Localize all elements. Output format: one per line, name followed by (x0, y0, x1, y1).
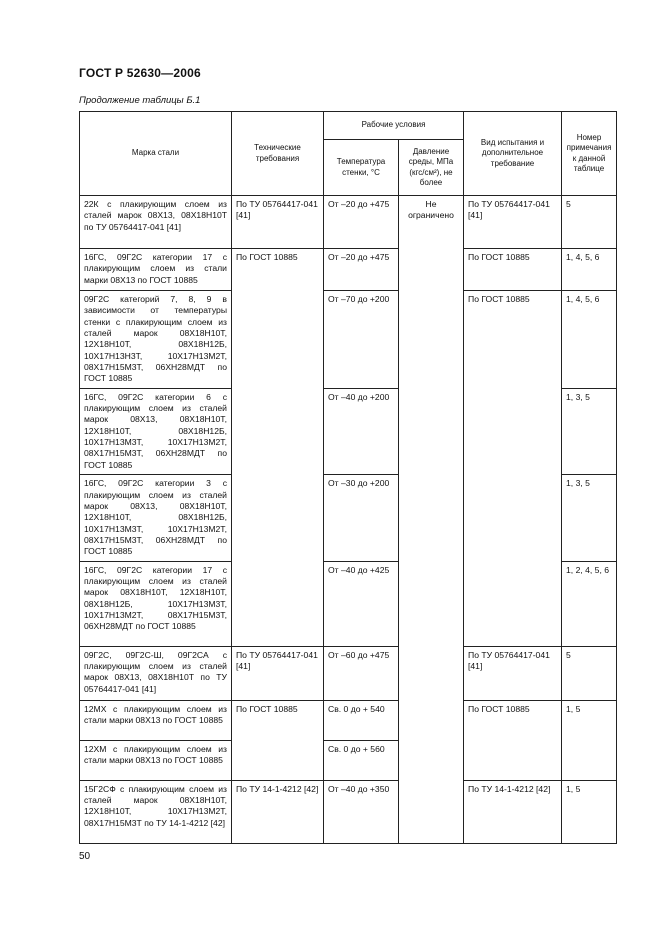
page-number: 50 (79, 851, 91, 862)
temp-cell: Св. 0 до + 540 (324, 700, 399, 740)
tech-cell: По ГОСТ 10885 (232, 700, 324, 780)
grade-cell: 09Г2С категорий 7, 8, 9 в зависимости от температуры стенки с плакирующим слоем из сталей марок 08Х18Н10Т, 12Х18Н10Т, 08Х18Н12Б, 10Х17Н13Н3Т, 10Х17Н13М2Т, 08Х17Н15М3Т, 06ХН28МДТ по ГОСТ 10885 (80, 291, 232, 389)
grade-cell: 15Г2СФ с плакирующим слоем из сталей марок 08Х18Н10Т, 12Х18Н10Т, 10Х17Н13М2Т, 08Х17Н15М3Т по ТУ 14-1-4212 [42] (80, 780, 232, 843)
header-temperature: Температура стенки, °С (324, 140, 399, 196)
notes-cell: 1, 5 (562, 780, 617, 843)
notes-cell: 1, 3, 5 (562, 475, 617, 561)
grade-cell: 16ГС, 09Г2С категории 17 с плакирующим слоем из сталей марок 08Х18Н10Т, 12Х18Н10Т, 08Х18Н12Б, 10Х17Н13М3Т, 10Х17Н13М2Т, 08Х17Н15М3Т, 06ХН28МДТ по ГОСТ 10885 (80, 561, 232, 646)
steel-table (79, 111, 617, 844)
pressure-cell: Не ограничено (399, 196, 464, 844)
header-note-numbers: Номер примечания к данной таблице (562, 112, 617, 196)
grade-cell: 09Г2С, 09Г2С-Ш, 09Г2СА с плакирующим слоем из сталей марок 08Х13, 08Х18Н10Т по ТУ 05764417-041 [41] (80, 646, 232, 700)
table-caption: Продолжение таблицы Б.1 (79, 95, 201, 106)
header-tech-requirements: Технические требования (232, 112, 324, 196)
tech-cell: По ТУ 05764417-041 [41] (232, 196, 324, 249)
test-cell: По ТУ 05764417-041 [41] (464, 196, 562, 249)
temp-cell: От –20 до +475 (324, 249, 399, 291)
test-cell: По ГОСТ 10885 (464, 291, 562, 647)
table-row (80, 780, 617, 843)
grade-cell: 16ГС, 09Г2С категории 3 с плакирующим слоем из сталей марок 08Х13, 08Х18Н10Т, 12Х18Н10Т, 08Х18Н12Б, 10Х17Н13М3Т, 10Х17Н13М2Т, 08Х17Н15М3Т, 06ХН28МДТ по ГОСТ 10885 (80, 475, 232, 561)
grade-cell: 12МХ с плакирующим слоем из стали марки 08Х13 по ГОСТ 10885 (80, 700, 232, 740)
temp-cell: От –30 до +200 (324, 475, 399, 561)
test-cell: По ТУ 05764417-041 [41] (464, 646, 562, 700)
test-cell: По ГОСТ 10885 (464, 700, 562, 780)
notes-cell: 1, 3, 5 (562, 388, 617, 474)
header-working-conditions: Рабочие условия (324, 112, 464, 140)
table-row (80, 249, 617, 291)
table-row (80, 291, 617, 389)
notes-cell: 1, 4, 5, 6 (562, 291, 617, 389)
table-row (80, 196, 617, 249)
test-cell: По ГОСТ 10885 (464, 249, 562, 291)
temp-cell: От –60 до +475 (324, 646, 399, 700)
notes-cell: 1, 5 (562, 700, 617, 780)
header-test-type: Вид испытания и дополнительное требование (464, 112, 562, 196)
temp-cell: От –20 до +475 (324, 196, 399, 249)
temp-cell: От –40 до +425 (324, 561, 399, 646)
document-header: ГОСТ Р 52630—2006 (79, 66, 201, 80)
temp-cell: От –40 до +200 (324, 388, 399, 474)
notes-cell: 1, 4, 5, 6 (562, 249, 617, 291)
test-cell: По ТУ 14-1-4212 [42] (464, 780, 562, 843)
grade-cell: 16ГС, 09Г2С категории 6 с плакирующим слоем из сталей марок 08Х13, 08Х18Н10Т, 12Х18Н10Т, 08Х18Н12Б, 10Х17Н13М3Т, 10Х17Н13М2Т, 08Х17Н15М3Т, 06ХН28МДТ по ГОСТ 10885 (80, 388, 232, 474)
grade-cell: 12ХМ с плакирующим слоем из стали марки 08Х13 по ГОСТ 10885 (80, 740, 232, 780)
tech-cell: По ГОСТ 10885 (232, 249, 324, 647)
tech-cell: По ТУ 14-1-4212 [42] (232, 780, 324, 843)
temp-cell: От –40 до +350 (324, 780, 399, 843)
temp-cell: Св. 0 до + 560 (324, 740, 399, 780)
notes-cell: 1, 2, 4, 5, 6 (562, 561, 617, 646)
header-pressure: Давление среды, МПа (кгс/см²), не более (399, 140, 464, 196)
table-row (80, 646, 617, 700)
grade-cell: 22К с плакирующим слоем из сталей марок 08Х13, 08Х18Н10Т по ТУ 05764417-041 [41] (80, 196, 232, 249)
temp-cell: От –70 до +200 (324, 291, 399, 389)
notes-cell: 5 (562, 196, 617, 249)
notes-cell: 5 (562, 646, 617, 700)
tech-cell: По ТУ 05764417-041 [41] (232, 646, 324, 700)
table-row (80, 700, 617, 740)
grade-cell: 16ГС, 09Г2С категории 17 с плакирующим слоем из стали марки 08Х13 по ГОСТ 10885 (80, 249, 232, 291)
header-steel-grade: Марка стали (80, 112, 232, 196)
